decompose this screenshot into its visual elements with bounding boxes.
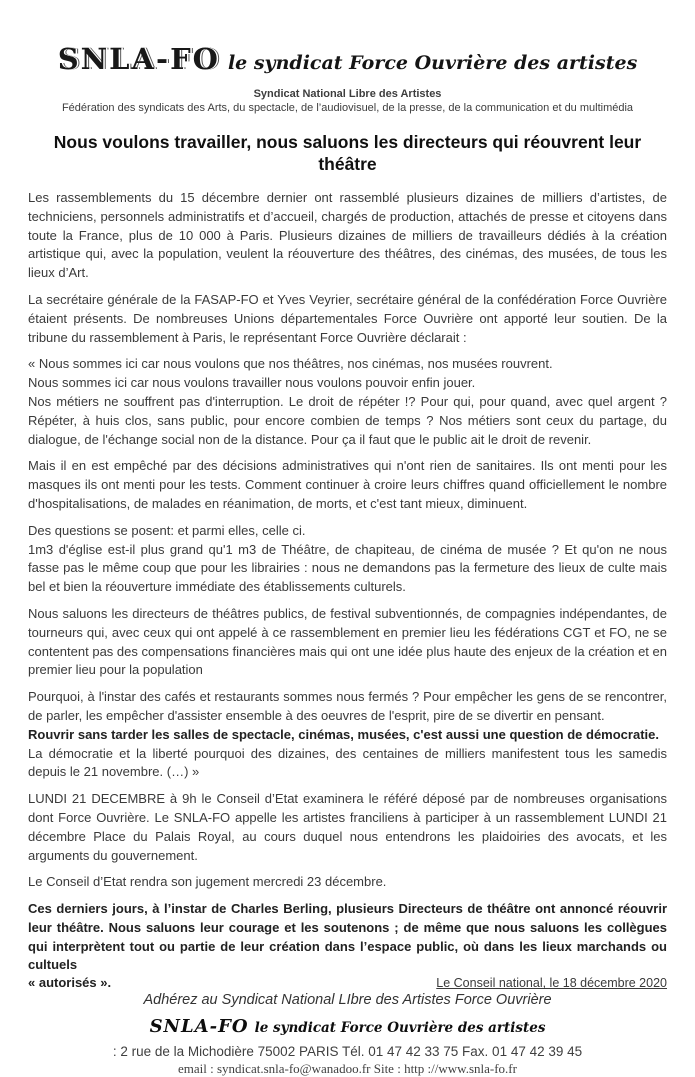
paragraph-10-last-words: « autorisés ». <box>28 975 112 991</box>
document-title: Nous voulons travailler, nous saluons les directeurs qui réouvrent leur théâtre <box>53 132 642 174</box>
org-tagline: le syndicat Force Ouvrière des artistes <box>227 52 638 74</box>
paragraph-8: LUNDI 21 DECEMBRE à 9h le Conseil d’Etat examinera le référé déposé par de nombreuses organisations dont Force Ouvrière. Le SNLA-FO appelle les artistes franciliens à participer à un rassemblement LUNDI 21 décembre Place du Palais Royal, au cours duquel nous entendrons les plaidoiries des avocats, et les arguments du gouvernement. <box>28 791 667 863</box>
org-subtitle <box>28 87 667 115</box>
footer-logo: SNLA-FO <box>149 1016 249 1038</box>
footer-logo-line <box>28 1016 667 1039</box>
footer-contact: email : syndicat.snla-fo@wanadoo.fr Site : http ://www.snla-fo.fr <box>178 1061 517 1077</box>
paragraph-5-rest: 1m3 d'église est-il plus grand qu'1 m3 de Théâtre, de chapiteau, de cinéma de musée ? Et qu'on ne nous fasse pas le même coup que pour les librairies : nous ne demandons pas la fermeture des lieux de culte mais bel et bien la réouverture immédiate des établissements culturels. <box>28 541 667 595</box>
document-header <box>28 44 667 115</box>
paragraph-3-line2: Nous sommes ici car nous voulons travailler nous voulons pouvoir enfin jouer. <box>28 375 476 391</box>
paragraph-3-line1: « Nous sommes ici car nous voulons que nos théâtres, nos cinémas, nos musées rouvrent. <box>28 356 553 372</box>
paragraph-7 <box>28 688 667 782</box>
org-logo-line <box>28 44 667 80</box>
footer-tagline: le syndicat Force Ouvrière des artistes <box>254 1020 546 1037</box>
paragraph-3-rest: Nos métiers ne souffrent pas d'interruption. Le droit de répéter !? Pour qui, pour quand, avec quel argent ? Répéter, à huis clos, sans public, pour encore combien de temps ? Nos métiers sont ceux du partage, du dialogue, de l'échange social non de la distance. Pour ça il faut que le public ait le droit de revenir. <box>28 393 667 447</box>
paragraph-7-bold-statement: Rouvrir sans tarder les salles de spectacle, cinémas, musées, c'est aussi une question de démocratie. <box>28 726 659 742</box>
paragraph-1: Les rassemblements du 15 décembre dernier ont rassemblé plusieurs dizaines de milliers d’artistes, de techniciens, personnels administratifs et d’accueil, chargés de production, attachés de presse et citoyens dans toute la France, plus de 10 000 à Paris. Plusieurs dizaines de milliers de travailleurs dédiés à la création artistique qui, avec la population, veulent la réouverture des théâtres, des cinémas, des musées, de tous les lieux d’Art. <box>28 190 667 281</box>
paragraph-10: Ces derniers jours, à l’instar de Charles Berling, plusieurs Directeurs de théâtre ont annoncé réouvrir leur théâtre. Nous saluons leur courage et les soutenons ; de même que nous saluons les collègues qui interprètent tout ou partie de leur création dans l’espace public, où dans les lieux marchands ou cultuels <box>28 901 667 973</box>
document-footer <box>28 1016 667 1077</box>
paragraph-5-line1: Des questions se posent: et parmi elles, celle ci. <box>28 522 306 538</box>
signature-row <box>28 975 667 990</box>
paragraph-4: Mais il en est empêché par des décisions administratives qui n'ont rien de sanitaires. Ils ont menti pour les masques ils ont menti pour les tests. Comment continuer à croire leurs chiffres quand officiellement le nombre d'hospitalisations, de malades en réanimation, de morts, et c'est tant mieux, diminuent. <box>28 458 667 511</box>
paragraph-7-rest: La démocratie et la liberté pourquoi des dizaines, des centaines de milliers manifestent tous les samedis depuis le 21 novembre. (…) » <box>28 745 667 780</box>
paragraph-3 <box>28 355 667 449</box>
paragraph-5 <box>28 522 667 597</box>
paragraph-7-intro: Pourquoi, à l'instar des cafés et restaurants sommes nous fermés ? Pour empêcher les gens de se rencontrer, de parler, les empêcher d'assister ensemble à des oeuvres de l'esprit, pire de se divertir en pensant. <box>28 689 667 723</box>
org-subtitle-line2: Fédération des syndicats des Arts, du spectacle, de l’audiovisuel, de la presse, de la communication et du multimédia <box>61 102 634 114</box>
org-logo: SNLA-FO <box>57 42 220 76</box>
paragraph-2: La secrétaire générale de la FASAP-FO et Yves Veyrier, secrétaire général de la confédération Force Ouvrière étaient présents. De nombreuses Unions départementales Force Ouvrière ont apporté leur soutien. De la tribune du rassemblement à Paris, le représentant Force Ouvrière déclarait : <box>28 291 667 345</box>
membership-cta: Adhérez au Syndicat National LIbre des Artistes Force Ouvrière <box>143 992 552 1009</box>
signature-date: Le Conseil national, le 18 décembre 2020 <box>436 976 667 991</box>
document-body <box>28 189 667 1008</box>
paragraph-6: Nous saluons les directeurs de théâtres publics, de festival subventionnés, de compagnies indépendantes, de tourneurs qui, avec ceux qui ont appelé à ce rassemblement en premier lieu les fédérations CGT et FO, ne se contentent pas des compensations financières mais qui ont une idée plus haute des enjeux de la création et en premier lieu pour la population <box>28 605 667 678</box>
footer-address: : 2 rue de la Michodière 75002 PARIS Tél. 01 47 42 33 75 Fax. 01 47 42 39 45 <box>112 1044 583 1060</box>
paragraph-9: Le Conseil d’Etat rendra son jugement mercredi 23 décembre. <box>28 874 387 890</box>
org-subtitle-line1: Syndicat National Libre des Artistes <box>253 88 442 100</box>
